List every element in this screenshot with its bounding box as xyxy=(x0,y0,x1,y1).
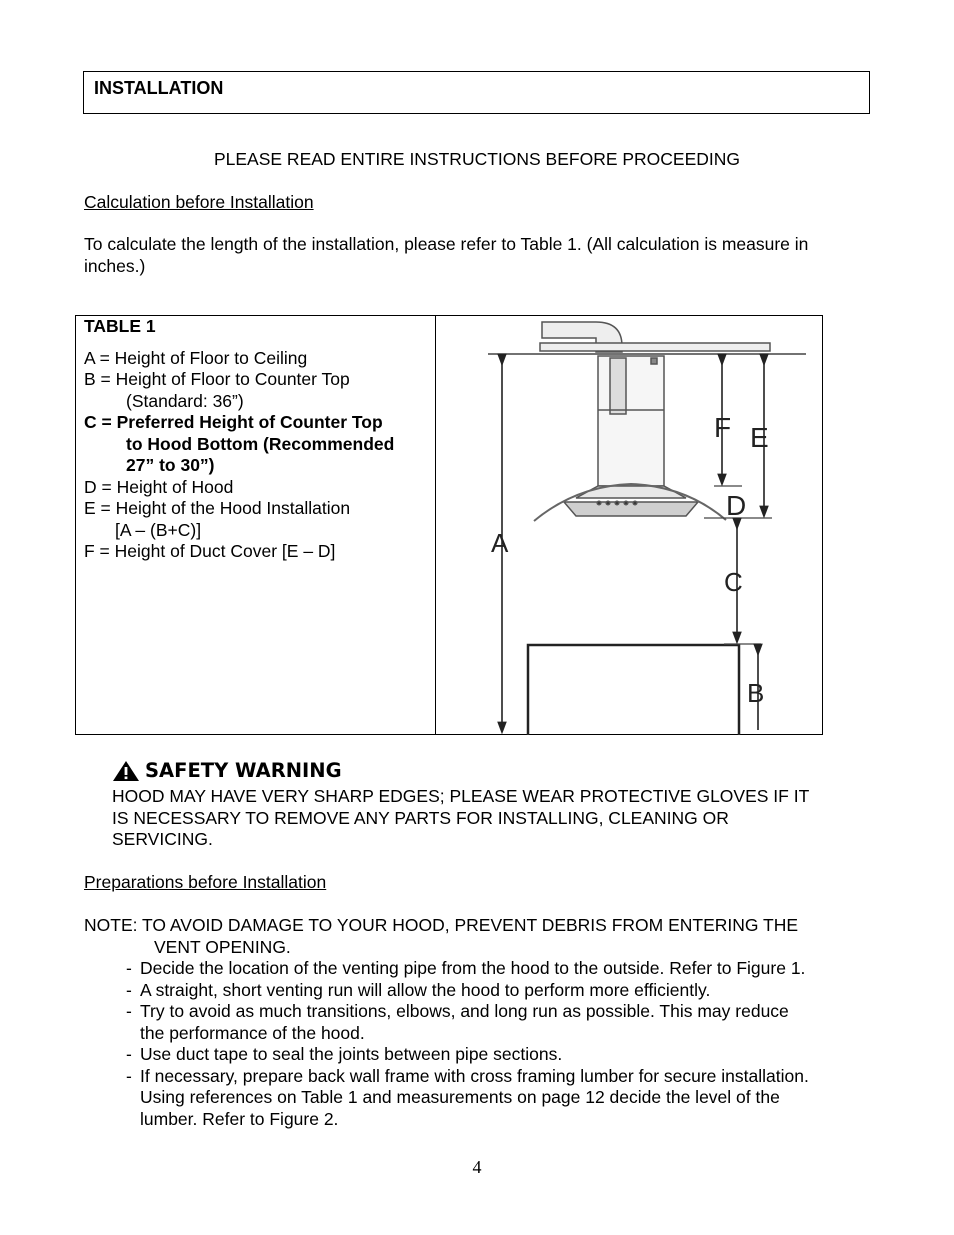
list-item xyxy=(126,1044,886,1066)
table-1 xyxy=(75,315,823,735)
bullet-text xyxy=(140,1066,809,1131)
bullet-line: A straight, short venting run will allow the hood to perform more efficiently. xyxy=(140,979,711,1000)
installation-header xyxy=(83,71,870,114)
bullet-line: lumber. Refer to Figure 2. xyxy=(140,1108,339,1129)
hood-body-drawing xyxy=(534,484,726,521)
bullet-text xyxy=(140,1001,789,1044)
legend-b-standard: (Standard: 36”) xyxy=(126,390,244,411)
bullet-line: Decide the location of the venting pipe from the hood to the outside. Refer to Figure 1. xyxy=(140,958,806,978)
counter-drawing xyxy=(528,645,739,735)
bullet-line: Use duct tape to seal the joints between pipe sections. xyxy=(140,1044,563,1064)
list-item xyxy=(126,980,886,1002)
list-item xyxy=(126,958,886,980)
legend-c: C = Preferred Height of Counter Top xyxy=(84,412,383,432)
label-f: F xyxy=(714,412,732,443)
bullet-dash: - xyxy=(126,1001,132,1021)
legend-b: B = Height of Floor to Counter Top xyxy=(84,369,350,389)
table-1-title: TABLE 1 xyxy=(84,316,156,336)
prep-bullet-list xyxy=(126,958,886,1130)
read-notice: PLEASE READ ENTIRE INSTRUCTIONS BEFORE PROCEEDING xyxy=(213,149,741,169)
bullet-line: the performance of the hood. xyxy=(140,1022,365,1043)
label-a: A xyxy=(491,528,509,558)
list-item xyxy=(126,1066,886,1131)
warning-triangle-icon xyxy=(112,760,140,782)
bullet-text xyxy=(140,958,805,980)
calc-intro xyxy=(84,234,884,277)
safety-warning-label: SAFETY WARNING xyxy=(145,759,342,782)
safety-line-3: SERVICING. xyxy=(112,829,213,849)
safety-warning-title xyxy=(112,759,342,783)
bullet-dash: - xyxy=(126,958,132,978)
duct-cover-drawing xyxy=(598,356,664,486)
label-d: D xyxy=(726,490,747,521)
calc-intro-line-1: To calculate the length of the installation, please refer to Table 1. (All calculation is measure in xyxy=(84,234,809,254)
label-c: C xyxy=(724,567,743,597)
range-hood-dimension-diagram xyxy=(436,316,823,735)
list-item xyxy=(126,1001,886,1044)
prep-note-line-2: VENT OPENING. xyxy=(154,936,291,957)
prep-section-title: Preparations before Installation xyxy=(84,872,327,892)
bullet-text xyxy=(140,1044,562,1066)
bullet-dash: - xyxy=(126,979,132,1000)
bullet-dash: - xyxy=(126,1065,132,1086)
safety-line-2: IS NECESSARY TO REMOVE ANY PARTS FOR INSTALLING, CLEANING OR xyxy=(112,807,729,828)
label-b: B xyxy=(747,678,765,708)
page-number: 4 xyxy=(472,1157,482,1177)
calc-intro-line-2: inches.) xyxy=(84,255,146,276)
bullet-line: Try to avoid as much transitions, elbows, and long run as possible. This may reduce xyxy=(140,1001,789,1021)
legend-c-line-2: to Hood Bottom (Recommended xyxy=(126,433,395,454)
header-title: INSTALLATION xyxy=(94,78,224,98)
bullet-text xyxy=(140,980,710,1002)
calc-section-title: Calculation before Installation xyxy=(84,192,314,212)
legend-c-line-3: 27” to 30”) xyxy=(126,455,215,475)
legend-d: D = Height of Hood xyxy=(84,476,234,497)
bullet-line: Using references on Table 1 and measurements on page 12 decide the level of the xyxy=(140,1087,780,1107)
safety-warning-text xyxy=(112,786,882,851)
legend-f: F = Height of Duct Cover [E – D] xyxy=(84,541,336,561)
bullet-line: If necessary, prepare back wall frame with cross framing lumber for secure installation. xyxy=(140,1065,809,1086)
table-1-legend xyxy=(84,316,429,563)
legend-a: A = Height of Floor to Ceiling xyxy=(84,347,308,368)
safety-line-1: HOOD MAY HAVE VERY SHARP EDGES; PLEASE WEAR PROTECTIVE GLOVES IF IT xyxy=(112,786,810,806)
bullet-dash: - xyxy=(126,1044,132,1064)
prep-note-line-1: NOTE: TO AVOID DAMAGE TO YOUR HOOD, PREVENT DEBRIS FROM ENTERING THE xyxy=(84,915,799,935)
legend-e-formula: [A – (B+C)] xyxy=(115,519,202,540)
prep-note xyxy=(84,915,884,958)
legend-e: E = Height of the Hood Installation xyxy=(84,498,351,518)
duct-elbow-drawing xyxy=(540,322,770,352)
label-e: E xyxy=(750,422,769,453)
